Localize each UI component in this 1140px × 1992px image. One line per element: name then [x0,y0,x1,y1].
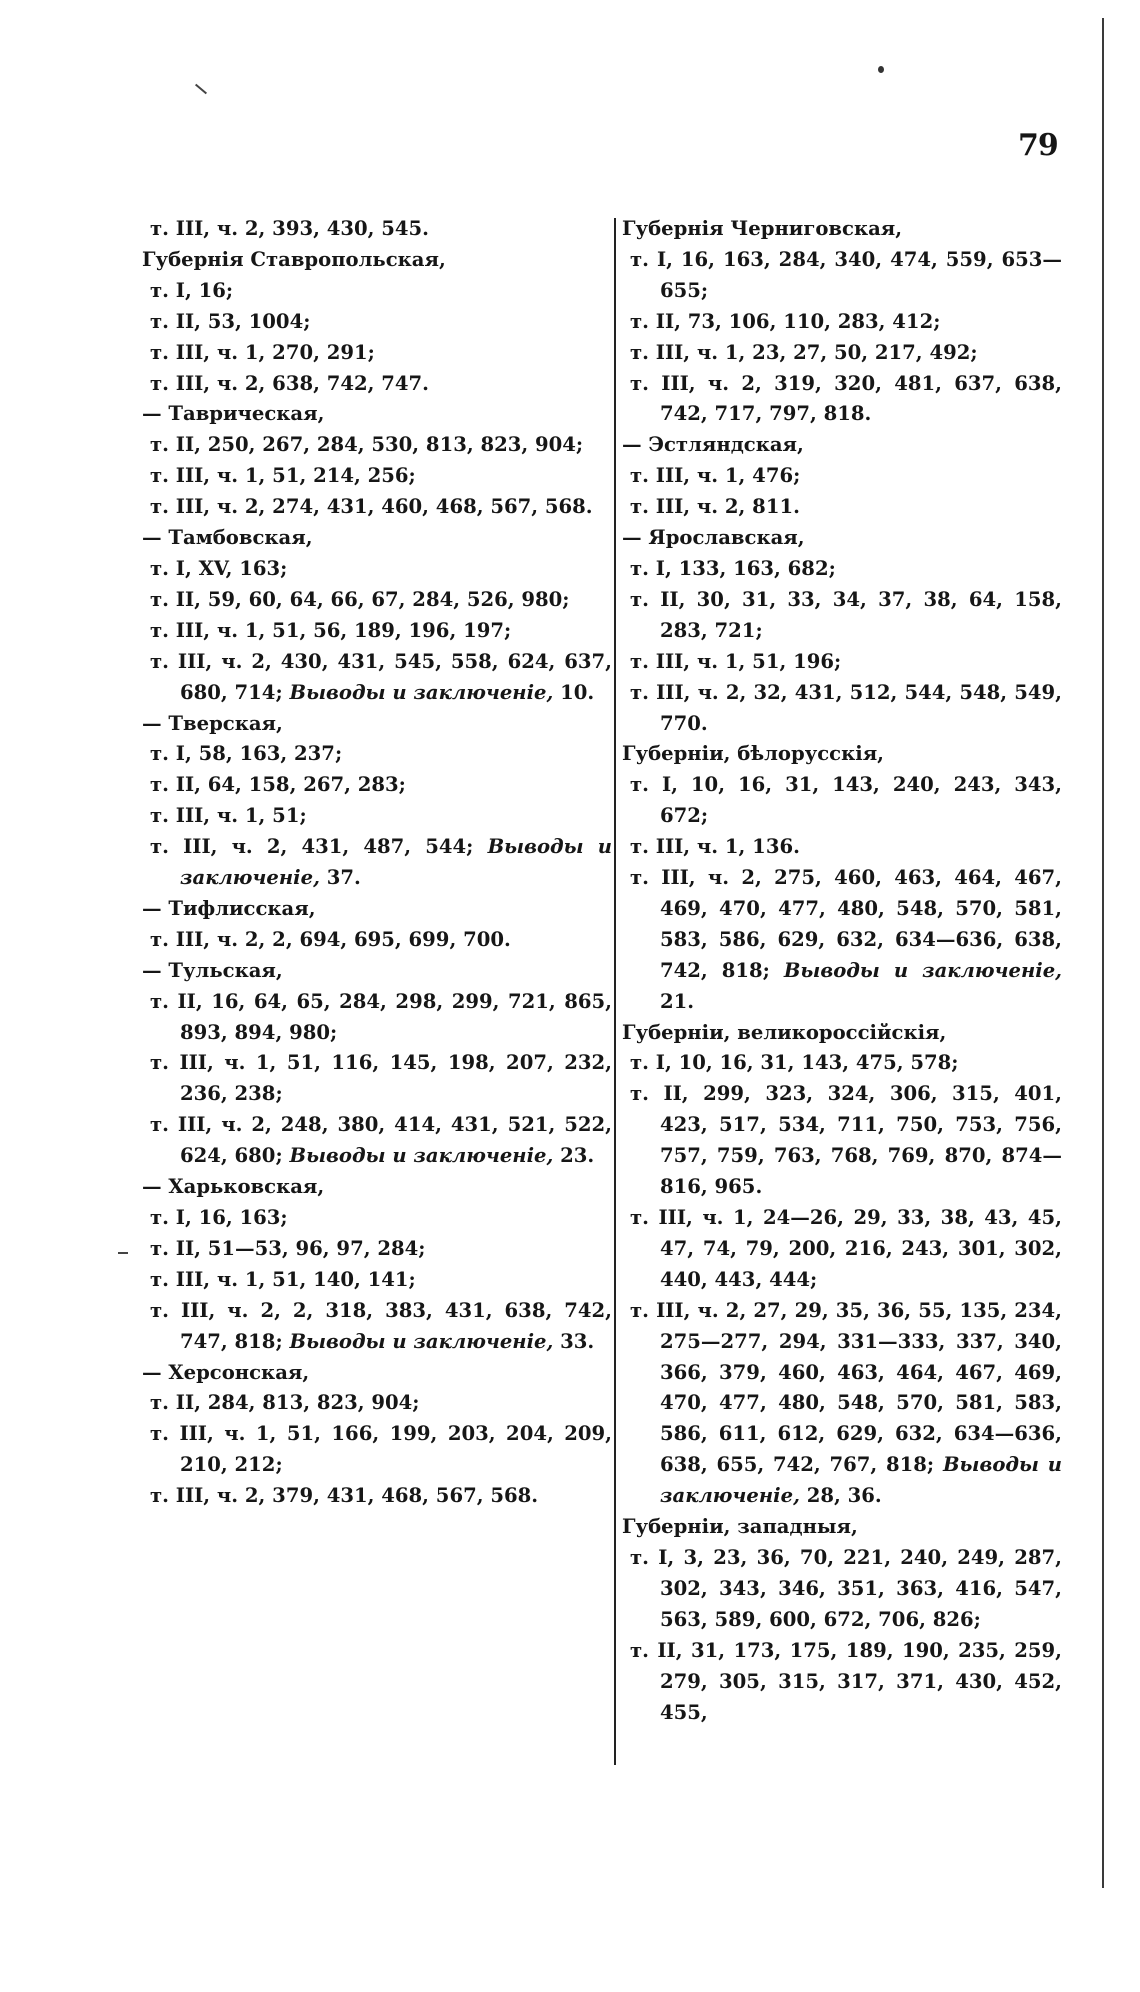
entry-text: т. III, ч. 2, 2, 694, 695, 699, 700. [150,927,511,951]
index-reference [142,1419,612,1481]
index-reference [622,585,1062,647]
page-edge-rule [1102,18,1104,1888]
left-column [142,214,612,1512]
entry-text: т. II, 299, 323, 324, 306, 315, 401, 423, 517, 534, 711, 750, 753, 756, 757, 759, 763, 768, 769, 870, 874—816, 965. [630,1082,1062,1199]
right-column [622,214,1062,1728]
index-reference [622,1543,1062,1636]
index-reference [622,245,1062,307]
index-reference [622,1079,1062,1203]
index-reference [142,1110,612,1172]
entry-text: т. II, 64, 158, 267, 283; [150,773,406,797]
entry-text: т. I, 16, 163; [150,1206,288,1229]
index-reference [622,1296,1062,1512]
index-heading [622,1512,1062,1543]
entry-text: т. III, ч. 2, 2, 318, 383, 431, 638, 742, 747, 818; [150,1298,612,1353]
conclusion-page: 10. [553,680,595,704]
ink-speck [878,66,884,73]
conclusion-page: 33. [553,1329,595,1353]
index-subheading [142,709,612,740]
index-reference [622,678,1062,740]
entry-text: т. I, 3, 23, 36, 70, 221, 240, 249, 287, 302, 343, 346, 351, 363, 416, 547, 563, 589, 600, 672, 706, 826; [630,1545,1062,1631]
entry-text: т. II, 30, 31, 33, 34, 37, 38, 64, 158, 283, 721; [630,587,1062,642]
index-reference [622,307,1062,338]
entry-text: т. III, ч. 2, 274, 431, 460, 468, 567, 568. [150,495,593,519]
index-heading [622,214,1062,245]
index-reference [142,832,612,894]
index-reference [622,647,1062,678]
index-reference [142,1265,612,1296]
entry-text: т. III, ч. 2, 811. [630,495,800,519]
index-reference [142,1296,612,1358]
entry-text: т. III, ч. 1, 24—26, 29, 33, 38, 43, 45, 47, 74, 79, 200, 216, 243, 301, 302, 440, 443, 444; [630,1206,1062,1291]
entry-text: т. III, ч. 2, 248, 380, 414, 431, 521, 522, 624, 680; [150,1113,612,1168]
entry-text: т. III, ч. 2, 275, 460, 463, 464, 467, 469, 470, 477, 480, 548, 570, 581, 583, 586, 629, 632, 634—636, 638, 742, 818; [630,866,1062,982]
index-reference [142,369,612,400]
index-reference [142,987,612,1049]
index-reference [142,647,612,709]
entry-text: т. III, ч. 1, 51, 116, 145, 198, 207, 232, 236, 238; [150,1051,612,1106]
entry-text: т. III, ч. 2, 27, 29, 35, 36, 55, 135, 234, 275—277, 294, 331—333, 337, 340, 366, 379, 460, 463, 464, 467, 469, 470, 477, 480, 548, 570, 581, 583, 586, 611, 612, 629, 632, 634—636, 638, 655, 742, 767, 818; [630,1298,1062,1477]
entry-text: т. III, ч. 2, 638, 742, 747. [150,371,429,395]
index-subheading [142,523,612,554]
entry-text: т. III, ч. 2, 430, 431, 545, 558, 624, 637, 680, 714; [150,649,612,704]
entry-text: Губерніи, западныя, [622,1515,858,1539]
entry-text: т. III, ч. 2, 32, 431, 512, 544, 548, 549, 770. [630,680,1062,735]
index-subheading [622,523,1062,554]
index-reference [142,616,612,647]
index-reference [142,585,612,616]
index-reference [142,214,612,245]
entry-text: т. II, 284, 813, 823, 904; [150,1391,420,1415]
entry-text: т. III, ч. 1, 23, 27, 50, 217, 492; [630,340,978,364]
entry-text: т. I, 133, 163, 682; [630,556,836,580]
entry-text: — Тифлисская, [142,896,316,920]
index-reference [622,1636,1062,1729]
entry-text: — Эстляндская, [622,433,804,457]
entry-text: Губерніи, великороссійскія, [622,1020,947,1044]
entry-text: т. I, 16; [150,278,234,302]
index-reference [142,801,612,832]
index-reference [142,1481,612,1512]
index-reference [142,554,612,585]
index-subheading [142,894,612,925]
index-reference [622,1048,1062,1079]
entry-text: т. II, 73, 106, 110, 283, 412; [630,309,941,333]
index-reference [142,770,612,801]
index-reference [622,770,1062,832]
entry-text: т. II, 16, 64, 65, 284, 298, 299, 721, 865, 893, 894, 980; [150,989,612,1044]
index-reference [622,492,1062,523]
entry-text: т. I, 16, 163, 284, 340, 474, 559, 653—655; [630,247,1062,302]
entry-text: т. III, ч. 2, 393, 430, 545. [150,217,429,240]
index-subheading [142,1172,612,1203]
index-reference [622,832,1062,863]
index-subheading [142,956,612,987]
ink-mark [118,1252,128,1254]
index-reference [622,338,1062,369]
conclusion-reference: Выводы и заключеніе, [660,1453,1062,1508]
entry-text: — Тверская, [142,711,283,735]
entry-text: Губерніи, бѣлорусскія, [622,742,884,766]
index-reference [142,307,612,338]
entry-text: т. II, 250, 267, 284, 530, 813, 823, 904; [150,433,584,457]
index-reference [142,739,612,770]
index-heading [622,739,1062,770]
index-reference [142,1203,612,1234]
index-reference [622,369,1062,431]
index-subheading [142,399,612,430]
index-reference [622,461,1062,492]
conclusion-reference: Выводы и заключеніе, [289,680,554,704]
entry-text: т. II, 53, 1004; [150,309,311,333]
ink-mark [195,84,207,95]
entry-text: т. III, ч. 2, 379, 431, 468, 567, 568. [150,1484,539,1508]
entry-text: т. III, ч. 1, 51, 140, 141; [150,1267,416,1291]
entry-text: т. I, 58, 163, 237; [150,742,343,766]
index-heading [622,1018,1062,1049]
index-reference [142,1234,612,1265]
entry-text: — Таврическая, [142,402,325,426]
entry-text: т. III, ч. 1, 476; [630,464,801,488]
entry-text: т. III, ч. 1, 270, 291; [150,340,375,364]
conclusion-reference: Выводы и заключеніе, [180,835,612,890]
index-reference [142,338,612,369]
entry-text: Губернія Черниговская, [622,217,903,240]
conclusion-reference: Выводы и заключеніе, [289,1144,554,1168]
entry-text: т. I, 10, 16, 31, 143, 475, 578; [630,1051,959,1075]
index-reference [142,925,612,956]
entry-text: т. III, ч. 1, 51, 166, 199, 203, 204, 209, 210, 212; [150,1422,612,1477]
entry-text: т. I, XV, 163; [150,556,288,580]
entry-text: — Тульская, [142,958,283,982]
entry-text: т. II, 31, 173, 175, 189, 190, 235, 259, 279, 305, 315, 317, 371, 430, 452, 455, [630,1638,1062,1724]
entry-text: т. III, ч. 1, 51, 196; [630,649,842,673]
index-subheading [142,1358,612,1389]
index-reference [142,1048,612,1110]
entry-text: т. III, ч. 1, 51, 214, 256; [150,464,416,488]
index-subheading [622,430,1062,461]
index-reference [142,276,612,307]
index-reference [622,863,1062,1018]
index-heading [142,245,612,276]
conclusion-reference: Выводы и заключеніе, [783,958,1062,982]
entry-text: т. III, ч. 1, 51; [150,804,307,828]
entry-text: т. II, 51—53, 96, 97, 284; [150,1236,426,1260]
conclusion-page: 21. [660,989,695,1013]
entry-text: т. III, ч. 1, 51, 56, 189, 196, 197; [150,618,512,642]
conclusion-page: 37. [319,866,361,890]
index-reference [142,492,612,523]
entry-text: т. III, ч. 2, 319, 320, 481, 637, 638, 742, 717, 797, 818. [630,371,1062,426]
index-reference [142,1388,612,1419]
entry-text: — Харьковская, [142,1175,325,1199]
index-reference [142,430,612,461]
entry-text: т. III, ч. 2, 431, 487, 544; [150,835,474,859]
entry-text: т. II, 59, 60, 64, 66, 67, 284, 526, 980; [150,587,570,611]
conclusion-reference: Выводы и заключеніе, [289,1329,554,1353]
index-reference [622,1203,1062,1296]
page-number: 79 [1018,128,1058,163]
entry-text: Губернія Ставропольская, [142,247,446,271]
entry-text: т. I, 10, 16, 31, 143, 240, 243, 343, 672; [630,773,1062,828]
entry-text: — Тамбовская, [142,526,313,550]
conclusion-page: 23. [553,1144,595,1168]
conclusion-page: 28, 36. [799,1484,882,1508]
entry-text: — Ярославская, [622,526,805,550]
index-reference [622,554,1062,585]
index-reference [142,461,612,492]
entry-text: — Херсонская, [142,1360,310,1384]
entry-text: т. III, ч. 1, 136. [630,835,800,859]
column-divider [614,218,616,1765]
